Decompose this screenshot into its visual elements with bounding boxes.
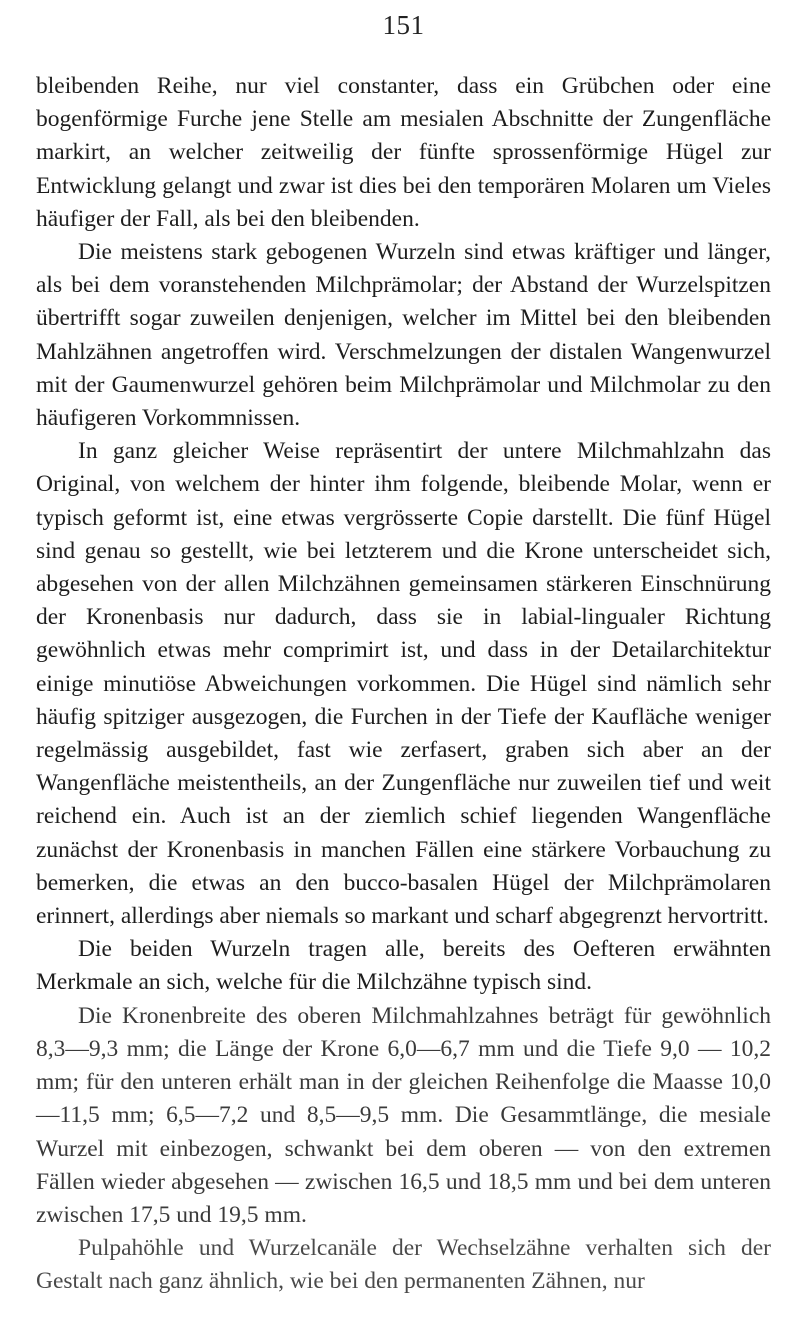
- paragraph-pulp: Pulpahöhle und Wurzelcanäle der Wechselzähne verhalten sich der Gestalt nach ganz ähnlich, wie bei den permanenten Zähnen, nur: [36, 1235, 771, 1295]
- paragraph-roots: Die meistens stark gebogenen Wurzeln sind etwas kräftiger und länger, als bei dem voranstehenden Milchprämolar; der Abstand der Wurzelspitzen übertrifft sogar zuweilen denjenigen, welcher im Mittel bei den bleibenden Mahlzähnen angetroffen wird. Verschmelzungen der distalen Wangenwurzel mit der Gaumenwurzel gehören beim Milchprämolar und Milchmolar zu den häufigeren Vorkommnissen.: [36, 239, 771, 432]
- document-page: [36, 0, 771, 1338]
- paragraph-continuation: bleibenden Reihe, nur viel constanter, dass ein Grübchen oder eine bogenförmige Furche jene Stelle am mesialen Abschnitte der Zungenfläche markirt, an welcher zeitweilig der fünfte sprossenförmige Hügel zur Entwicklung gelangt und zwar ist dies bei den temporären Molaren um Vieles häufiger der Fall, als bei den bleibenden.: [36, 73, 771, 232]
- paragraph-measurements: Die Kronenbreite des oberen Milchmahlzahnes beträgt für gewöhnlich 8,3—9,3 mm; die Länge der Krone 6,0—6,7 mm und die Tiefe 9,0 — 10,2 mm; für den unteren erhält man in der gleichen Reihenfolge die Maasse 10,0—11,5 mm; 6,5—7,2 und 8,5—9,5 mm. Die Gesammtlänge, die mesiale Wurzel mit einbezogen, schwankt bei dem oberen — von den extremen Fällen wieder abgesehen — zwischen 16,5 und 18,5 mm und bei dem unteren zwischen 17,5 und 19,5 mm.: [36, 1002, 771, 1228]
- body-text: [36, 70, 771, 1299]
- paragraph-roots-features: Die beiden Wurzeln tragen alle, bereits des Oefteren erwähnten Merkmale an sich, welche für die Milchzähne typisch sind.: [36, 936, 771, 996]
- paragraph-lower-molar: In ganz gleicher Weise repräsentirt der untere Milchmahlzahn das Original, von welchem der hinter ihm folgende, bleibende Molar, wenn er typisch geformt ist, eine etwas vergrösserte Copie darstellt. Die fünf Hügel sind genau so gestellt, wie bei letzterem und die Krone unterscheidet sich, abgesehen von der allen Milchzähnen gemeinsamen stärkeren Einschnürung der Kronenbasis nur dadurch, dass sie in labial-lingualer Richtung gewöhnlich etwas mehr comprimirt ist, und dass in der Detailarchitektur einige minutiöse Abweichungen vorkommen. Die Hügel sind nämlich sehr häufig spitziger ausgezogen, die Furchen in der Tiefe der Kaufläche weniger regelmässig ausgebildet, fast wie zerfasert, graben sich aber an der Wangenfläche meistentheils, an der Zungenfläche nur zuweilen tief und weit reichend ein. Auch ist an der ziemlich schief liegenden Wangenfläche zunächst der Kronenbasis in manchen Fällen eine stärkere Vorbauchung zu bemerken, die etwas an den bucco-basalen Hügel der Milchprämolaren erinnert, allerdings aber niemals so markant und scharf abgegrenzt hervortritt.: [36, 438, 771, 930]
- page-number: 151: [382, 10, 425, 40]
